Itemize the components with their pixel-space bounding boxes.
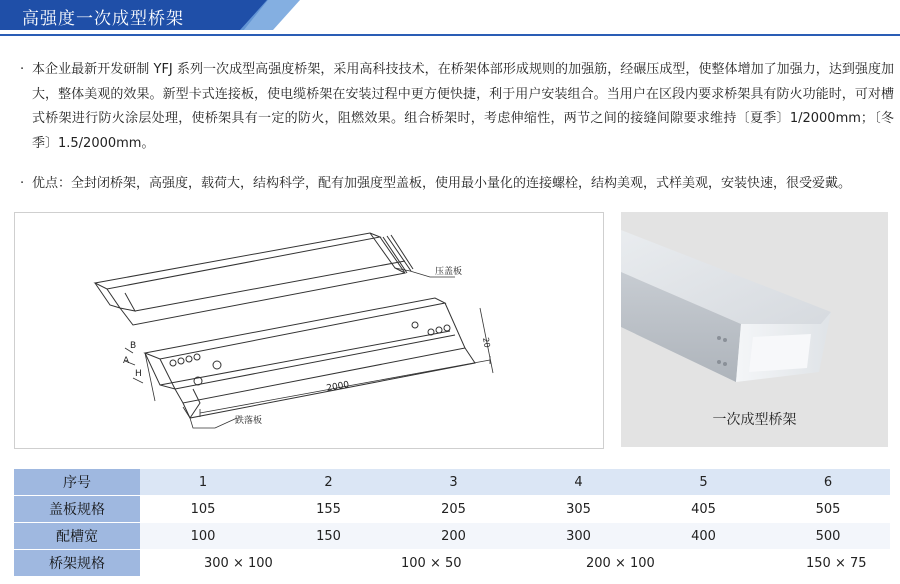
- table-cell: 105: [140, 496, 266, 523]
- table-row: [14, 469, 890, 496]
- label-connector: 跌落板: [235, 416, 263, 426]
- bullet: ·: [20, 62, 25, 77]
- table-row: [14, 496, 890, 523]
- page-title: 高强度一次成型桥架: [22, 9, 184, 29]
- label-cover-plate: 压盖板: [435, 267, 463, 277]
- table-cell: 405: [641, 496, 766, 523]
- table-cell: 200: [391, 523, 516, 550]
- product-photo: [621, 212, 888, 447]
- row-label: 盖板规格: [14, 496, 140, 523]
- table-cell: 400: [641, 523, 766, 550]
- bullet: ·: [20, 176, 25, 191]
- dim-small: 20: [481, 336, 492, 349]
- table-cell: 100: [140, 523, 266, 550]
- table-row: [14, 550, 890, 577]
- table-cell: 2: [266, 469, 391, 496]
- table-cell: 500: [766, 523, 890, 550]
- table-cell: 3: [391, 469, 516, 496]
- table-cell: 6: [766, 469, 890, 496]
- photo-caption: 一次成型桥架: [712, 412, 797, 428]
- table-cell: 1: [140, 469, 266, 496]
- table-cell: 4: [516, 469, 641, 496]
- tray-drawing-svg: [15, 213, 603, 448]
- table-cell: 200 × 100: [516, 550, 766, 577]
- advantages-paragraph: [20, 172, 894, 197]
- page-header: [0, 0, 900, 40]
- row-label: 配槽宽: [14, 523, 140, 550]
- dimension-lines: [125, 268, 493, 428]
- row-label: 序号: [14, 469, 140, 496]
- table-cell: 300 × 100: [140, 550, 391, 577]
- tray-opening: [749, 334, 811, 372]
- dim-h: H: [135, 369, 142, 379]
- table-cell: 505: [766, 496, 890, 523]
- intro-paragraph: [20, 58, 894, 156]
- dim-a: A: [123, 356, 130, 366]
- header-rule: [0, 34, 900, 36]
- table-cell: 300: [516, 523, 641, 550]
- table-cell: 155: [266, 496, 391, 523]
- table-cell: 205: [391, 496, 516, 523]
- dim-length: 2000: [325, 380, 351, 394]
- dim-b: B: [130, 341, 137, 351]
- advantages-text: 优点：全封闭桥架，高强度，载荷大，结构科学，配有加强度型盖板，使用最小量化的连接螺栓，结构美观，式样美观，安装快速，很受爱戴。: [32, 176, 852, 191]
- intro-text: 本企业最新开发研制 YFJ 系列一次成型高强度桥架，采用高科技技术，在桥架体部形成规则的加强筋，经碾压成型，使整体增加了加强力，达到强度加大，整体美观的效果。新型卡式连接板，使电缆桥架在安装过程中更方便快捷，利于用户安装组合。当用户在区段内要求桥架具有防火功能时，可对槽式桥架进行防火涂层处理，使桥架具有一定的防火，阻燃效果。组合桥架时，考虑伸缩性，两节之间的接缝间隙要求维持〔夏季〕1/2000mm；〔冬季〕1.5/2000mm。: [32, 62, 894, 151]
- table-cell: 150 × 75: [766, 550, 890, 577]
- row-label: 桥架规格: [14, 550, 140, 577]
- table-cell: 150: [266, 523, 391, 550]
- table-cell: 305: [516, 496, 641, 523]
- tray-drawing: [14, 212, 604, 449]
- spec-table: [14, 469, 890, 577]
- table-row: [14, 523, 890, 550]
- table-cell: 5: [641, 469, 766, 496]
- table-cell: 100 × 50: [391, 550, 516, 577]
